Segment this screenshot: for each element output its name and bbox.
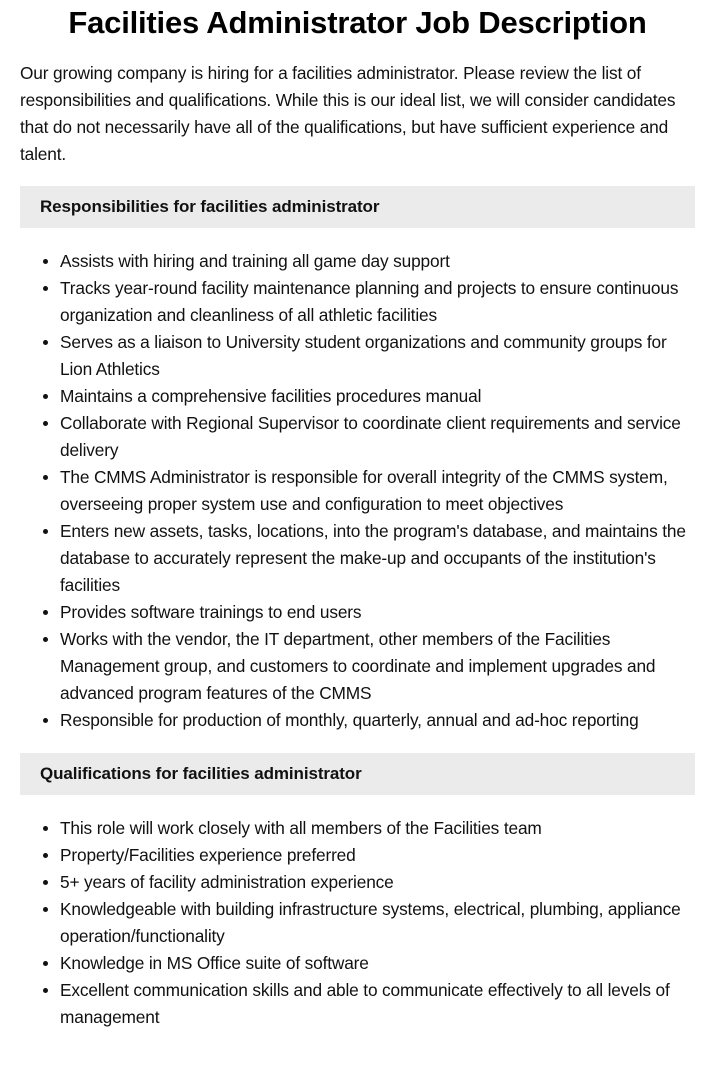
list-item-text: Works with the vendor, the IT department, other members of the Facilities Management group, and customers to coordinate and implement upgrades and advanced program features of the CMMS xyxy=(60,629,656,703)
bullet-icon xyxy=(43,259,48,264)
qualifications-list xyxy=(20,815,695,1031)
list-item xyxy=(60,815,695,842)
list-item xyxy=(60,518,695,599)
responsibilities-list xyxy=(20,248,695,734)
list-item-text: Provides software trainings to end users xyxy=(60,602,362,622)
bullet-icon xyxy=(43,475,48,480)
bullet-icon xyxy=(43,961,48,966)
bullet-icon xyxy=(43,610,48,615)
list-item-text: Maintains a comprehensive facilities procedures manual xyxy=(60,386,482,406)
bullet-icon xyxy=(43,286,48,291)
qualifications-heading: Qualifications for facilities administrator xyxy=(20,753,695,795)
list-item xyxy=(60,977,695,1031)
list-item-text: Assists with hiring and training all game day support xyxy=(60,251,450,271)
list-item xyxy=(60,599,695,626)
list-item-text: Tracks year-round facility maintenance planning and projects to ensure continuous organization and cleanliness of all athletic facilities xyxy=(60,278,679,325)
bullet-icon xyxy=(43,394,48,399)
bullet-icon xyxy=(43,853,48,858)
bullet-icon xyxy=(43,637,48,642)
bullet-icon xyxy=(43,880,48,885)
list-item-text: Knowledgeable with building infrastructure systems, electrical, plumbing, appliance operation/functionality xyxy=(60,899,681,946)
bullet-icon xyxy=(43,907,48,912)
list-item-text: This role will work closely with all members of the Facilities team xyxy=(60,818,542,838)
list-item-text: 5+ years of facility administration experience xyxy=(60,872,394,892)
bullet-icon xyxy=(43,421,48,426)
bullet-icon xyxy=(43,718,48,723)
list-item xyxy=(60,896,695,950)
list-item xyxy=(60,626,695,707)
list-item-text: Knowledge in MS Office suite of software xyxy=(60,953,369,973)
list-item-text: Responsible for production of monthly, quarterly, annual and ad-hoc reporting xyxy=(60,710,639,730)
list-item-text: Collaborate with Regional Supervisor to coordinate client requirements and service delivery xyxy=(60,413,681,460)
page-title: Facilities Administrator Job Description xyxy=(68,5,647,40)
bullet-icon xyxy=(43,826,48,831)
list-item xyxy=(60,275,695,329)
list-item xyxy=(60,950,695,977)
responsibilities-heading: Responsibilities for facilities administrator xyxy=(20,186,695,228)
list-item xyxy=(60,410,695,464)
list-item xyxy=(60,383,695,410)
intro-paragraph: Our growing company is hiring for a facilities administrator. Please review the list of responsibilities and qualifications. While this is our ideal list, we will consider candidates that do not necessarily have all of the qualifications, but have sufficient experience and talent. xyxy=(20,63,676,164)
list-item-text: Property/Facilities experience preferred xyxy=(60,845,356,865)
list-item xyxy=(60,329,695,383)
list-item-text: The CMMS Administrator is responsible for overall integrity of the CMMS system, overseeing proper system use and configuration to meet objectives xyxy=(60,467,668,514)
list-item xyxy=(60,869,695,896)
bullet-icon xyxy=(43,340,48,345)
list-item-text: Excellent communication skills and able to communicate effectively to all levels of management xyxy=(60,980,670,1027)
list-item xyxy=(60,707,695,734)
list-item xyxy=(60,842,695,869)
list-item-text: Serves as a liaison to University student organizations and community groups for Lion Athletics xyxy=(60,332,667,379)
list-item xyxy=(60,248,695,275)
bullet-icon xyxy=(43,988,48,993)
bullet-icon xyxy=(43,529,48,534)
list-item-text: Enters new assets, tasks, locations, into the program's database, and maintains the database to accurately represent the make-up and occupants of the institution's facilities xyxy=(60,521,686,595)
list-item xyxy=(60,464,695,518)
